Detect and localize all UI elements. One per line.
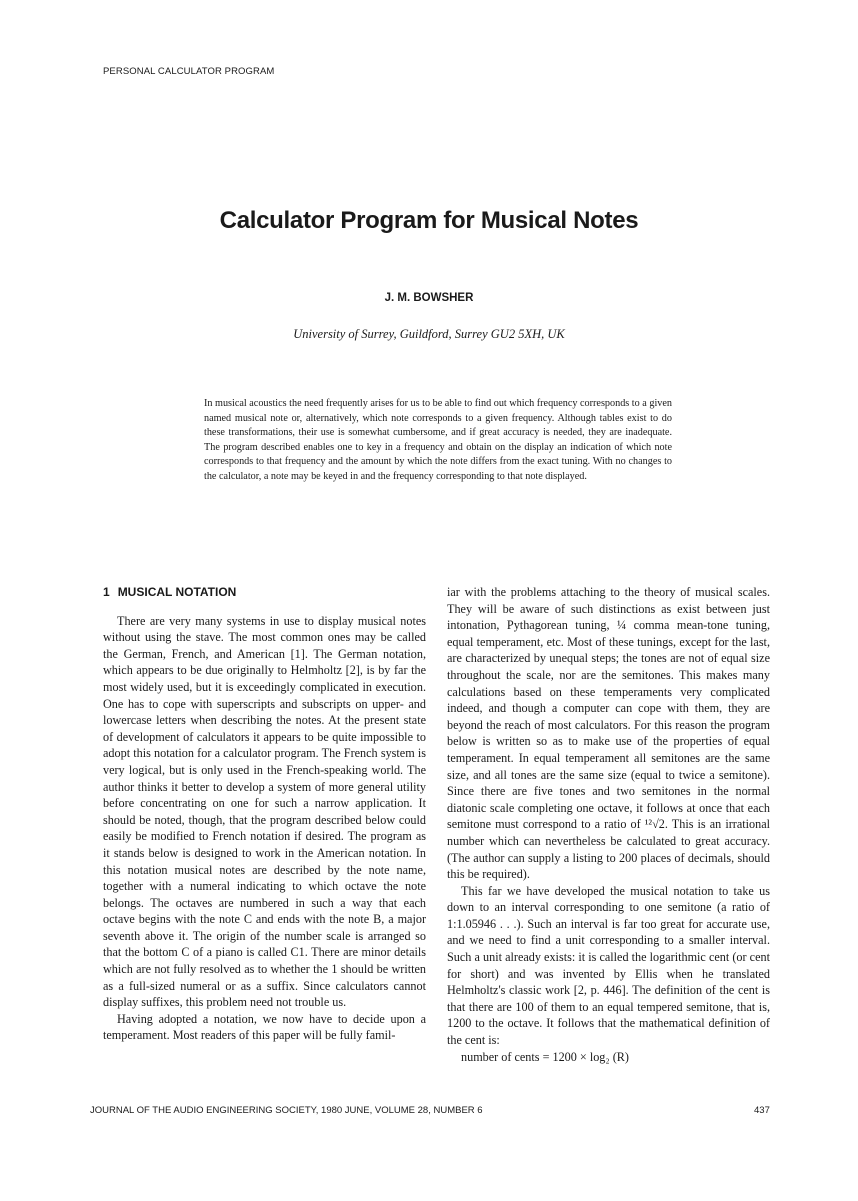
author-name: J. M. BOWSHER: [384, 292, 474, 304]
paragraph: Having adopted a notation, we now have to decide upon a temperament. Most readers of this paper will be fully famil-: [103, 1011, 426, 1043]
paragraph: iar with the problems attaching to the theory of musical scales. They will be aware of such distinctions as exist between just intonation, Pythagorean tuning, ¼ comma mean-tone tuning, equal temperament, etc. Most of these tunings, except for the last, are characterized by unequal steps; the tones are not of equal size throughout the scale, nor are the semitones. This makes many calculations based on these temperaments very complicated indeed, and though a computer can cope with them, they are beyond the reach of most calculators. For this reason the program below is written so as to make use of the properties of equal temperament. In equal temperament all semitones are the same size, and all tones are the same size (equal to twice a semitone). Since there are five tones and two semitones in the normal diatonic scale completing one octave, it follows at once that each semitone must correspond to a ratio of ¹²√2. This is an irrational number which can nevertheless be calculated to great accuracy. (The author can supply a listing to 200 places of decimals, should this be required).: [447, 585, 770, 882]
right-column: [447, 584, 770, 1065]
paragraph: This far we have developed the musical notation to take us down to an interval corresponding to one semitone (a ratio of 1:1.05946 . . .). Such an interval is far too great for accurate use, and we need to find a unit corresponding to a smaller interval. Such a unit already exists: it is called the logarithmic cent (or cent for short) and was invented by Ellis when he translated Helmholtz's classic work [2, p. 446]. The definition of the cent is that there are 100 of them to an equal tempered semitone, that is, 1200 to the octave. It follows that the mathematical definition of the cent is:: [447, 883, 770, 1048]
left-column: [103, 584, 426, 1044]
equation: number of cents = 1200 × log₂ (R): [461, 1049, 629, 1064]
page-number: 437: [754, 1105, 770, 1116]
footer-journal: JOURNAL OF THE AUDIO ENGINEERING SOCIETY, 1980 JUNE, VOLUME 28, NUMBER 6: [90, 1105, 483, 1116]
section-heading: [103, 584, 426, 601]
paragraph: There are very many systems in use to display musical notes without using the stave. The most common ones may be called the German, French, and American [1]. The German notation, which appears to be due originally to Helmholtz [2], is by far the most widely used, but it is exceedingly complicated in execution. One has to cope with superscripts and subscripts on upper- and lowercase letters when describing the notes. At the present state of development of calculators it appears to be quite impossible to adopt this notation for a calculator program. The French system is very logical, but is only used in the French-speaking world. The author thinks it better to develop a system of more general utility before concentrating on one for such a narrow application. It should be noted, though, that the program described below could easily be modified to French notation if desired. The program as it stands below is designed to work in the American notation. In this notation musical notes are described by the note name, together with a numeral indicating to which octave the note belongs. The octaves are numbered in such a way that each octave begins with the note C and ends with the note B, a major seventh above it. The origin of the number scale is arranged so that the bottom C of a piano is called C1. There are minor details which are not fully resolved as to whether the 1 should be written as a full-sized numeral or as a suffix. Since calculators cannot display suffixes, this problem need not trouble us.: [103, 613, 426, 1010]
running-head: PERSONAL CALCULATOR PROGRAM: [103, 66, 275, 77]
author-affiliation: University of Surrey, Guildford, Surrey GU2 5XH, UK: [293, 327, 565, 341]
section-number: 1: [103, 585, 110, 599]
abstract: In musical acoustics the need frequently arises for us to be able to find out which frequency corresponds to a given named musical note or, alternatively, which note corresponds to a given frequency. Although tables exist to do these transformations, their use is somewhat cumbersome, and if great accuracy is needed, they are inadequate. The program described enables one to key in a frequency and obtain on the display an indication of which note corresponds to that frequency and the amount by which the note differs from the exact tuning. With no changes to the calculator, a note may be keyed in and the frequency corresponding to that note displayed.: [204, 398, 672, 482]
article-title: Calculator Program for Musical Notes: [219, 207, 639, 234]
section-title: MUSICAL NOTATION: [117, 585, 237, 599]
